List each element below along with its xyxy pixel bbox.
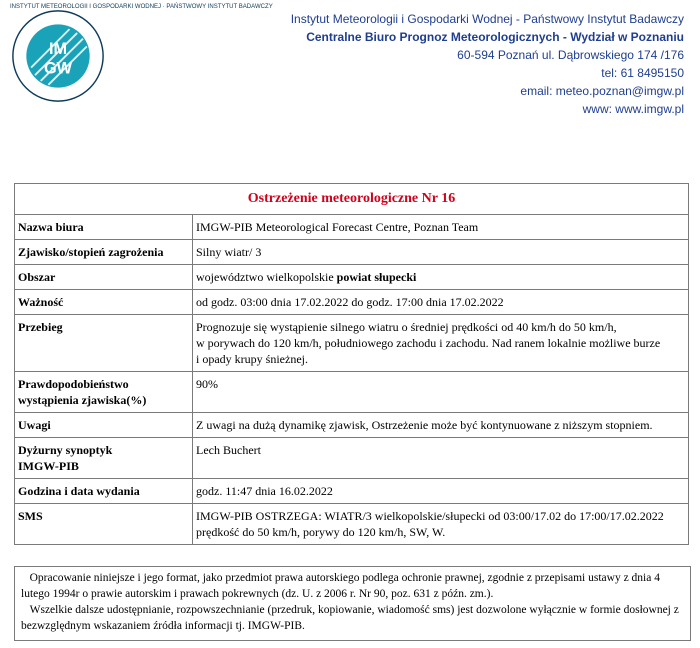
office-value: IMGW-PIB Meteorological Forecast Centre, Poznan Team (193, 215, 689, 240)
remarks-value: Z uwagi na dużą dynamikę zjawisk, Ostrzeżenie może być kontynuowane z niższym stopniem. (193, 413, 689, 438)
sms-line-2: prędkość do 50 km/h, porywy do 120 km/h, SW, W. (196, 525, 446, 539)
area-county: powiat słupecki (336, 270, 417, 284)
institute-header (291, 10, 684, 118)
course-line-1: Prognozuje się wystąpienie silnego wiatru o średniej prędkości od 40 km/h do 50 km/h, (196, 320, 617, 334)
phone: tel: 61 8495150 (601, 66, 684, 80)
forecaster-value: Lech Buchert (193, 438, 689, 479)
address: 60-594 Poznań ul. Dąbrowskiego 174 /176 (457, 48, 684, 62)
validity-label: Ważność (15, 290, 193, 315)
course-label: Przebieg (15, 315, 193, 372)
probability-value: 90% (193, 372, 689, 413)
remarks-label: Uwagi (15, 413, 193, 438)
bureau-name: Centralne Biuro Prognoz Meteorologicznych - Wydział w Poznaniu (306, 30, 684, 44)
issued-label: Godzina i data wydania (15, 479, 193, 504)
phenomenon-value: Silny wiatr/ 3 (193, 240, 689, 265)
email: email: meteo.poznan@imgw.pl (520, 84, 684, 98)
sms-label: SMS (15, 504, 193, 545)
forecaster-label-line-1: Dyżurny synoptyk (18, 443, 113, 457)
area-value (193, 265, 689, 290)
area-voivodeship: województwo wielkopolskie (196, 270, 337, 284)
sms-line-1: IMGW-PIB OSTRZEGA: WIATR/3 wielkopolskie/słupecki od 03:00/17.02 do 17:00/17.02.2022 (196, 509, 664, 523)
logo-mark-bottom: GW (43, 59, 73, 78)
logo-mark-top: IM (48, 40, 68, 59)
copyright-notice (14, 566, 691, 641)
warning-title: Ostrzeżenie meteorologiczne Nr 16 (15, 184, 689, 215)
warning-table (14, 183, 689, 545)
copyright-text-1: Opracowanie niniejsze i jego format, jako przedmiot prawa autorskiego podlega ochronie prawnej, zgodnie z przepisami ustawy z dnia 4 lutego 1994r o prawie autorskim i prawach pokrewnych (dz. U. z 2006 r. Nr 90, poz. 631 z późn. zm.). (21, 572, 660, 600)
forecaster-label-line-2: IMGW-PIB (18, 459, 79, 473)
probability-label-line-2: wystąpienia zjawiska(%) (18, 393, 147, 407)
issued-value: godz. 11:47 dnia 16.02.2022 (193, 479, 689, 504)
sms-value (193, 504, 689, 545)
institute-name: Instytut Meteorologii i Gospodarki Wodnej - Państwowy Instytut Badawczy (290, 12, 684, 26)
copyright-paragraph-2 (21, 602, 684, 634)
probability-label (15, 372, 193, 413)
phenomenon-label: Zjawisko/stopień zagrożenia (15, 240, 193, 265)
course-value (193, 315, 689, 372)
course-line-2: w porywach do 120 km/h, południowego zachodu i zachodu. Nad ranem lokalnie możliwe burze (196, 336, 661, 350)
website: www: www.imgw.pl (582, 102, 684, 116)
course-line-3: i opady krupy śnieżnej. (196, 352, 308, 366)
probability-label-line-1: Prawdopodobieństwo (18, 377, 129, 391)
imgw-logo (10, 3, 273, 104)
logo-ring-text: INSTYTUT METEOROLOGII I GOSPODARKI WODNEJ · PAŃSTWOWY INSTYTUT BADAWCZY (10, 3, 273, 10)
copyright-paragraph-1 (21, 570, 684, 602)
area-label: Obszar (15, 265, 193, 290)
forecaster-label (15, 438, 193, 479)
copyright-text-2: Wszelkie dalsze udostępnianie, rozpowszechnianie (przedruk, kopiowanie, wiadomość sms) jest dozwolone wyłącznie w formie dosłownej z bezwzględnym wskazaniem źródła informacji tj. IMGW-PIB. (21, 604, 679, 632)
validity-value: od godz. 03:00 dnia 17.02.2022 do godz. 17:00 dnia 17.02.2022 (193, 290, 689, 315)
office-label: Nazwa biura (15, 215, 193, 240)
